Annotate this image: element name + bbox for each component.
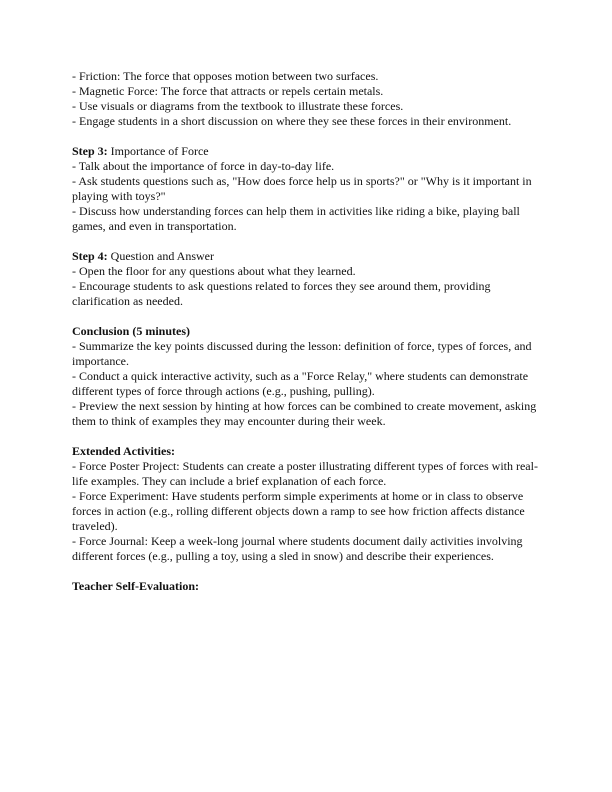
conclusion-bullet: - Conduct a quick interactive activity, such as a "Force Relay," where students can demonstrate different types of force through actions (e.g., pushing, pulling). xyxy=(72,369,529,398)
teacher-self-evaluation-section xyxy=(72,579,547,594)
bullet-friction: - Friction: The force that opposes motion between two surfaces. xyxy=(72,69,379,83)
step-3-heading xyxy=(72,144,547,159)
extended-activities-heading: Extended Activities: xyxy=(72,444,175,458)
step-4-bullet: - Encourage students to ask questions related to forces they see around them, providing clarification as needed. xyxy=(72,279,491,308)
step-4-heading xyxy=(72,249,547,264)
step-3-title: Importance of Force xyxy=(107,144,209,158)
step-3-bullet: - Ask students questions such as, "How does force help us in sports?" or "Why is it important in playing with toys?" xyxy=(72,174,532,203)
extended-activity-item: - Force Poster Project: Students can create a poster illustrating different types of forces with real-life examples. They can include a brief explanation of each force. xyxy=(72,459,538,488)
extended-activity-item: - Force Experiment: Have students perform simple experiments at home or in class to observe forces in action (e.g., rolling different objects down a ramp to see how friction affects distance traveled). xyxy=(72,489,525,533)
types-of-forces-section xyxy=(72,69,547,129)
step-3-bullet: - Discuss how understanding forces can help them in activities like riding a bike, playing ball games, and even in transportation. xyxy=(72,204,520,233)
conclusion-bullet: - Summarize the key points discussed during the lesson: definition of force, types of forces, and importance. xyxy=(72,339,532,368)
step-3-label: Step 3: xyxy=(72,144,108,158)
bullet-magnetic-force: - Magnetic Force: The force that attracts or repels certain metals. xyxy=(72,84,384,98)
step-4-label: Step 4: xyxy=(72,249,108,263)
teacher-self-evaluation-heading: Teacher Self-Evaluation: xyxy=(72,579,200,593)
conclusion-bullet: - Preview the next session by hinting at how forces can be combined to create movement, asking them to think of examples they may encounter during their week. xyxy=(72,399,537,428)
step-4-bullet: - Open the floor for any questions about what they learned. xyxy=(72,264,356,278)
extended-activity-item: - Force Journal: Keep a week-long journal where students document daily activities involving different forces (e.g., pulling a toy, using a sled in snow) and describe their experiences. xyxy=(72,534,523,563)
bullet-discussion: - Engage students in a short discussion on where they see these forces in their environment. xyxy=(72,114,512,128)
step-4-title: Question and Answer xyxy=(107,249,214,263)
bullet-visuals: - Use visuals or diagrams from the textbook to illustrate these forces. xyxy=(72,99,404,113)
step-3-bullet: - Talk about the importance of force in day-to-day life. xyxy=(72,159,335,173)
step-3-section xyxy=(72,144,547,234)
conclusion-section xyxy=(72,324,547,429)
conclusion-heading: Conclusion (5 minutes) xyxy=(72,324,191,338)
step-4-section xyxy=(72,249,547,309)
extended-activities-section xyxy=(72,444,547,564)
document-page xyxy=(72,69,547,609)
